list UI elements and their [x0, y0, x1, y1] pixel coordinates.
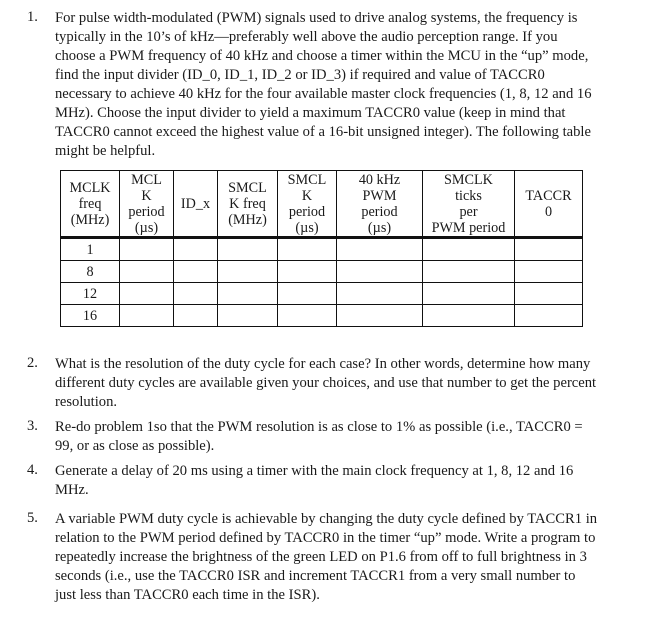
text-line: choose a PWM frequency of 40 kHz and choose a timer within the MCU in the “up” mode,	[55, 48, 589, 64]
table-cell	[218, 238, 278, 261]
table-row	[61, 305, 583, 327]
table-cell	[278, 261, 337, 283]
question-number: 1.	[27, 9, 38, 25]
header-id-x: ID_x	[174, 171, 218, 238]
table-cell	[423, 238, 515, 261]
table-cell	[337, 283, 423, 305]
question-number: 3.	[27, 418, 38, 434]
text-line: For pulse width-modulated (PWM) signals used to drive analog systems, the frequency is	[55, 10, 578, 26]
question-text	[55, 9, 627, 161]
table-cell	[218, 305, 278, 327]
table-cell	[174, 238, 218, 261]
text-line: 99, or as close as possible).	[55, 438, 215, 454]
text-line: find the input divider (ID_0, ID_1, ID_2 or ID_3) if required and value of TACCR0	[55, 67, 545, 83]
text-line: typically in the 10’s of kHz—preferably well above the audio perception range. If you	[55, 29, 558, 45]
table-cell	[423, 283, 515, 305]
table-cell	[278, 305, 337, 327]
table-cell	[423, 261, 515, 283]
header-mclk-freq: MCLK freq (MHz)	[61, 171, 120, 238]
table-cell	[515, 238, 583, 261]
text-line: Generate a delay of 20 ms using a timer with the main clock frequency at 1, 8, 12 and 16	[55, 463, 574, 479]
text-line: might be helpful.	[55, 143, 156, 159]
table-cell	[120, 261, 174, 283]
table-cell	[120, 305, 174, 327]
text-line: MHz). Choose the input divider to yield a maximum TACCR0 value (keep in mind that	[55, 105, 566, 121]
header-pwm-period: 40 kHz PWM period (µs)	[337, 171, 423, 238]
question-text	[55, 355, 627, 412]
question-number: 4.	[27, 462, 38, 478]
header-smclk-period: SMCL K period (µs)	[278, 171, 337, 238]
table-cell	[174, 305, 218, 327]
table-cell	[120, 283, 174, 305]
text-line: TACCR0 cannot exceed the highest value of a 16-bit unsigned integer). The following table	[55, 124, 591, 140]
table-cell	[515, 283, 583, 305]
table-cell	[174, 283, 218, 305]
table-cell	[337, 238, 423, 261]
text-line: necessary to achieve 40 kHz for the four available master clock frequencies (1, 8, 12 and 16	[55, 86, 592, 102]
question-text	[55, 510, 627, 605]
text-line: different duty cycles are available given your choices, and use that number to get the percent	[55, 375, 597, 391]
text-line: repeatedly increase the brightness of the green LED on P1.6 from off to full brightness in 3	[55, 549, 587, 565]
table-cell	[337, 305, 423, 327]
table-cell	[515, 261, 583, 283]
table-row	[61, 261, 583, 283]
table-cell	[337, 261, 423, 283]
header-smclk-freq: SMCL K freq (MHz)	[218, 171, 278, 238]
table-cell	[278, 283, 337, 305]
text-line: A variable PWM duty cycle is achievable by changing the duty cycle defined by TACCR1 in	[55, 511, 598, 527]
text-line: What is the resolution of the duty cycle for each case? In other words, determine how many	[55, 356, 591, 372]
table-cell	[218, 283, 278, 305]
table-cell	[515, 305, 583, 327]
question-text	[55, 418, 627, 456]
table-cell: 16	[61, 305, 120, 327]
header-taccr0: TACCR 0	[515, 171, 583, 238]
header-mclk-period: MCL K period (µs)	[120, 171, 174, 238]
table-cell	[174, 261, 218, 283]
text-line: Re-do problem 1so that the PWM resolution is as close to 1% as possible (i.e., TACCR0 =	[55, 419, 583, 435]
text-line: seconds (i.e., use the TACCR0 ISR and increment TACCR1 from a very small number to	[55, 568, 576, 584]
table-header-row	[61, 171, 583, 238]
text-line: MHz.	[55, 482, 89, 498]
table-cell	[120, 238, 174, 261]
text-line: just less than TACCR0 each time in the ISR).	[55, 587, 320, 603]
table-cell: 1	[61, 238, 120, 261]
question-text	[55, 462, 627, 500]
table-cell	[423, 305, 515, 327]
clock-calculation-table	[60, 170, 583, 327]
question-number: 5.	[27, 510, 38, 526]
table-row	[61, 238, 583, 261]
table-cell: 8	[61, 261, 120, 283]
table-cell	[278, 238, 337, 261]
table-cell: 12	[61, 283, 120, 305]
text-line: resolution.	[55, 394, 118, 410]
header-smclk-ticks: SMCLK ticks per PWM period	[423, 171, 515, 238]
question-number: 2.	[27, 355, 38, 371]
table-cell	[218, 261, 278, 283]
text-line: relation to the PWM period defined by TACCR0 in the timer “up” mode. Write a program to	[55, 530, 596, 546]
table-row	[61, 283, 583, 305]
